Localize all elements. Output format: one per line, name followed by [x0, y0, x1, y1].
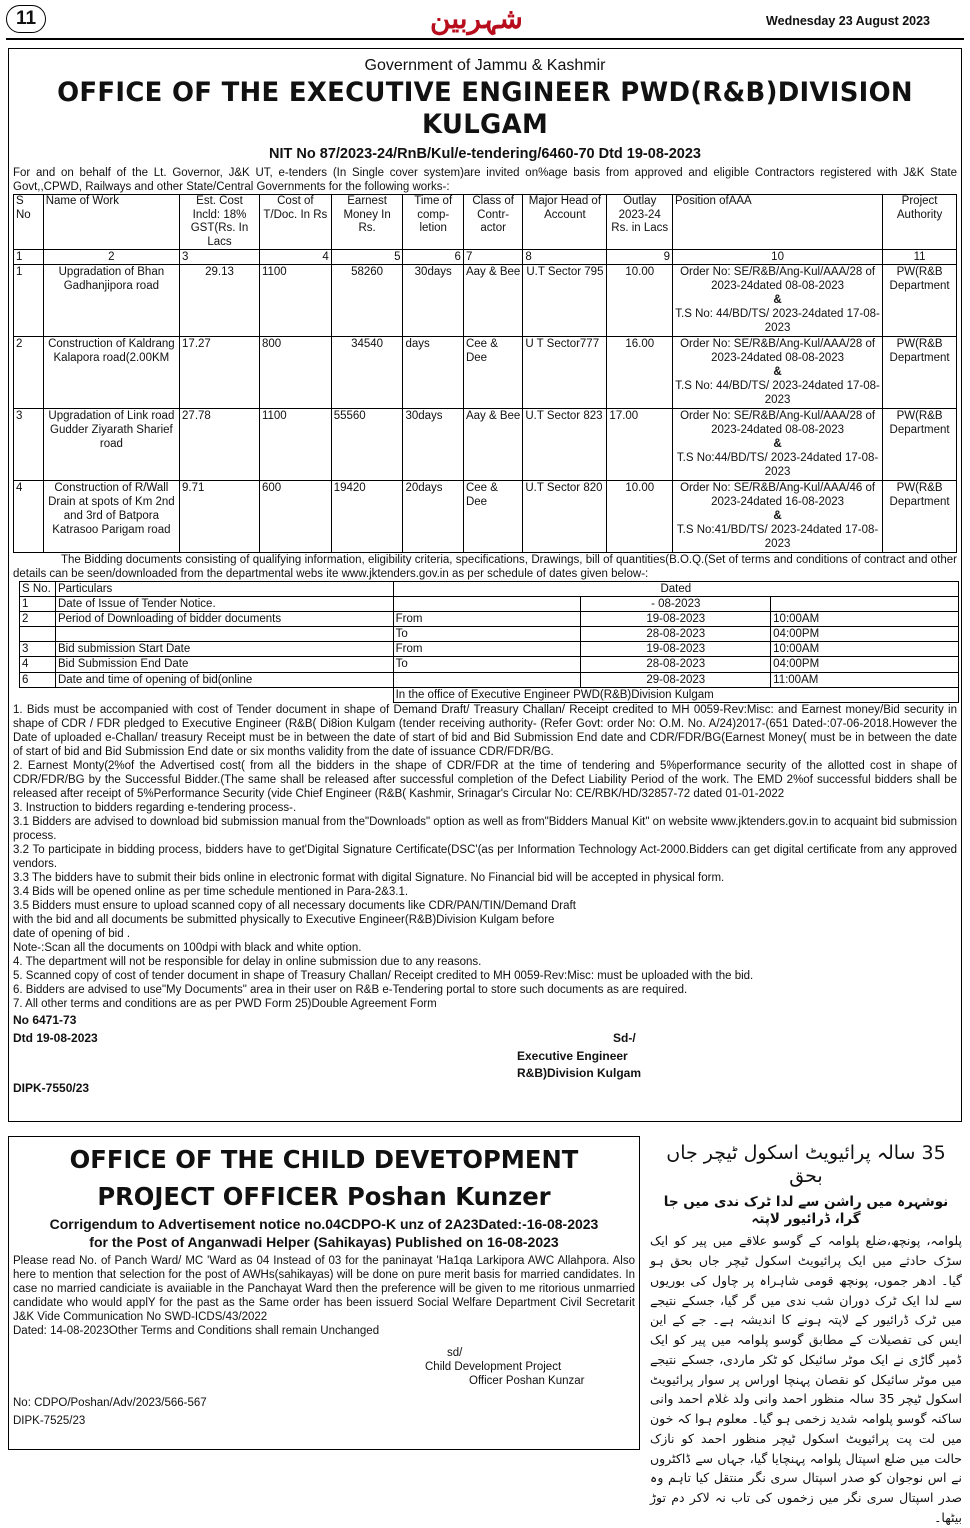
works-header-cell: Time of comp-letion — [403, 195, 463, 250]
condition-paragraph: date of opening of bid . — [13, 927, 131, 940]
newspaper-masthead: شہربین — [430, 2, 523, 35]
work-time: 30days — [403, 409, 463, 481]
work-time: 20days — [403, 481, 463, 553]
signature-block — [13, 1011, 957, 1097]
schedule-date: 28-08-2023 — [581, 657, 771, 672]
works-header-cell: Name of Work — [43, 195, 179, 250]
notice-number: No 6471-73 — [13, 1012, 77, 1027]
condition-paragraph: 6. Bidders are advised to use"My Documents" area in their user on R&B e-Tendering portal to store such documents as are required. — [13, 983, 688, 996]
work-class: Aay & Bee — [463, 409, 522, 481]
aaa-order: Order No: SE/R&B/Ang-Kul/AAA/28 of 2023-24dated 08-08-2023 — [680, 410, 876, 437]
work-tdoc: 1100 — [259, 409, 331, 481]
schedule-date: 29-08-2023 — [581, 672, 771, 687]
schedule-time: 10:00AM — [771, 642, 959, 657]
aaa-amp: & — [773, 438, 782, 451]
condition-paragraph: 3. Instruction to bidders regarding e-tendering process-. — [13, 801, 297, 814]
work-tdoc: 800 — [259, 337, 331, 409]
page-date: Wednesday 23 August 2023 — [766, 14, 930, 28]
work-head: U T Sector777 — [523, 337, 607, 409]
schedule-row — [20, 672, 959, 687]
cd-officer-title: PROJECT OFFICER Poshan Kunzer — [97, 1181, 551, 1211]
schedule-sno: 3 — [20, 642, 56, 657]
schedule-date: 19-08-2023 — [581, 642, 771, 657]
urdu-headline: 35 سالہ پرائیویٹ اسکول ٹیچر جاں بحق — [666, 1142, 946, 1188]
work-class: Aay & Bee — [463, 265, 522, 337]
cd-signatory-officer: Officer Poshan Kunzar — [469, 1374, 585, 1387]
work-earnest: 55560 — [331, 409, 403, 481]
work-cost: 17.27 — [180, 337, 260, 409]
column-number: 9 — [607, 250, 673, 265]
schedule-sno — [20, 627, 56, 642]
schedule-time: 10:00AM — [771, 612, 959, 627]
column-number: 5 — [331, 250, 403, 265]
cd-signature-sd: sd/ — [447, 1346, 463, 1359]
work-authority: PW(R&B Department — [883, 481, 957, 553]
corrigendum-body: Please read No. of Panch Ward/ MC 'Ward as 04 Instead of 03 for the paninayat 'Ha1qa Larkipora AWC Allahpora. Also here to mention that selection for the post of AWHs(sahikayas) will be done on pure merit basis for married candidates. In case no married candiciate is avaiiable in the Panchayat Ward then the preference will be given to me ritorious unmarried candidate who would applY for the past as the Same order has been issuerd Social Welfare Department Civil Secretarit J&K Vide Communication No SWD-ICDS/43/2022 — [13, 1254, 635, 1323]
column-number: 2 — [43, 250, 179, 265]
schedule-time — [771, 597, 959, 612]
schedule-time: 11:00AM — [771, 672, 959, 687]
column-number: 11 — [883, 250, 957, 265]
works-header-cell: Project Authority — [883, 195, 957, 250]
cd-signature-block — [13, 1338, 635, 1428]
work-head: U.T Sector 823 — [523, 409, 607, 481]
schedule-fromto: From — [393, 642, 581, 657]
work-authority: PW(R&B Department — [883, 337, 957, 409]
intro-text: For and on behalf of the Lt. Governor, J&K UT, e-tenders (In Single cover system)are invited on%age basis from approved and eligible Contractors registered with J&K State Govt,,CPWD, Railways and other State/Central Governments for the following works-: — [13, 167, 957, 194]
schedule-time: 04:00PM — [771, 657, 959, 672]
work-tdoc: 600 — [259, 481, 331, 553]
aaa-amp: & — [773, 294, 782, 307]
work-name: Construction of Kaldrang Kalapora road(2.00KM — [43, 337, 179, 409]
work-name: Upgradation of Bhan Gadhanjipora road — [43, 265, 179, 337]
work-earnest: 34540 — [331, 337, 403, 409]
header-rule — [6, 38, 964, 40]
works-row — [14, 409, 957, 481]
works-row — [14, 265, 957, 337]
work-authority: PW(R&B Department — [883, 265, 957, 337]
aaa-order: Order No: SE/R&B/Ang-Kul/AAA/28 of 2023-24dated 08-08-2023 — [680, 266, 876, 293]
schedule-row — [20, 612, 959, 627]
schedule-fromto — [393, 597, 581, 612]
work-sno: 3 — [14, 409, 44, 481]
works-header-row — [14, 195, 957, 250]
cd-signatory-title: Child Development Project — [425, 1360, 562, 1373]
signatory-division: R&B)Division Kulgam — [517, 1065, 642, 1080]
work-name: Construction of R/Wall Drain at spots of Km 2nd and 3rd of Batpora Katrasoo Parigam road — [43, 481, 179, 553]
schedule-footer: In the office of Executive Engineer PWD(R&B)Division Kulgam — [393, 687, 958, 702]
corrigendum-line: for the Post of Anganwadi Helper (Sahikayas) Published on 16-08-2023 — [89, 1233, 559, 1250]
condition-paragraph: Note-:Scan all the documents on 100dpi with black and white option. — [13, 941, 362, 954]
work-tdoc: 1100 — [259, 265, 331, 337]
work-outlay: 10.00 — [607, 481, 673, 553]
signature-sd: Sd-/ — [613, 1030, 636, 1045]
schedule-time: 04:00PM — [771, 627, 959, 642]
aaa-amp: & — [773, 366, 782, 379]
schedule-header-cell: S No. — [20, 582, 56, 597]
work-aaa — [673, 265, 883, 337]
schedule-header-cell: Particulars — [55, 582, 393, 597]
schedule-sno: 2 — [20, 612, 56, 627]
aaa-ts: T.S No:41/BD/TS/ 2023-24dated 17-08-2023 — [676, 524, 879, 551]
schedule-particular: Date of Issue of Tender Notice. — [55, 597, 393, 612]
works-header-cell: Cost of T/Doc. In Rs — [259, 195, 331, 250]
bidding-documents-text: The Bidding documents consisting of qualifying information, eligibility criteria, specifications, Drawings, bill of quantities(B.O.Q.(Set of terms and conditions of contract and other details can be seen/downloaded from the departmental webs ite www.jktenders.gov.in as per schedule of dates given below-: — [13, 554, 957, 581]
column-number: 10 — [673, 250, 883, 265]
work-time: days — [403, 337, 463, 409]
condition-paragraph: 3.1 Bidders are advised to download bid submission manual from the"Downloads" option as well as from"Bidders Manual Kit" on website www.jktenders.gov.in to acquaint bid submission process. — [13, 815, 957, 842]
works-header-cell: Position ofAAA — [673, 195, 883, 250]
works-header-cell: Est. Cost Incld: 18% GST(Rs. In Lacs — [180, 195, 260, 250]
schedule-particular — [55, 627, 393, 642]
column-number: 3 — [180, 250, 260, 265]
work-earnest: 58260 — [331, 265, 403, 337]
column-number: 6 — [403, 250, 463, 265]
schedule-fromto: To — [393, 627, 581, 642]
schedule-row — [20, 627, 959, 642]
work-earnest: 19420 — [331, 481, 403, 553]
work-outlay: 10.00 — [607, 265, 673, 337]
schedule-date: 19-08-2023 — [581, 612, 771, 627]
urdu-body: پلوامہ، پونچھ،ضلع پلوامہ کے گوسو علاقے میں پیر کو ایک سڑک حادثے میں ایک پرائیویٹ اسکول ٹیچر جاں بحق ہو گیا۔ ادھر جموں، پونچھ قومی شاہراہ پر چاول کی بوریوں سے لدا ایک ٹرک دوران شب ندی میں گر گیا، جسکے نتیجے میں ٹرک ڈرائیور کے لاپتہ ہونے کا اندیشہ ہے۔ جے کے این ایس کی تفصیلات کے مطابق گوسو پلوامہ میں پیر کو ایک ڈمپر گاڑی نے ایک موٹر سائیکل کو ٹکر ماردی، جسکے نتیجے میں موٹر سائیکل کو نقصان پہنچا اوراس پر سوار پرائیویٹ اسکول ٹیچر 35 سالہ منظور احمد وانی ولد غلام احمد وانی ساکنہ گوسو پلوامہ شدید زخمی ہو گیا۔ معلوم ہوا کہ خون میں لت پت پرائیویٹ اسکول ٹیچر منظور احمد کو نازک حالت میں ضلع اسپتال پلوامہ پہنچایا گیا، جہاں سے ڈاکٹروں نے اس نوجوان کو صدر اسپتال سری نگر منتقل کیا تاہم وہ صدر اسپتال سری نگر میں زخموں کی تاب نہ لاکر دم توڑ بیٹھا۔ — [650, 1233, 962, 1525]
cd-office-title: OFFICE OF THE CHILD DEVETOPMENT — [69, 1145, 579, 1174]
schedule-particular: Period of Downloading of bidder documents — [55, 612, 393, 627]
schedule-sno: 4 — [20, 657, 56, 672]
schedule-row — [20, 597, 959, 612]
work-name: Upgradation of Link road Gudder Ziyarath Sharief road — [43, 409, 179, 481]
work-outlay: 16.00 — [607, 337, 673, 409]
corrigendum-title — [13, 1216, 635, 1252]
nit-number: NIT No 87/2023-24/RnB/Kul/e-tendering/6460-70 Dtd 19-08-2023 — [269, 146, 701, 163]
condition-paragraph: 3.2 To participate in bidding process, bidders have to get'Digital Signature Certificate(DSC'(as per Information Technology Act-2000.Bidders can get digital certificate from any approved vendors. — [13, 843, 957, 870]
pwd-tender-notice — [8, 48, 962, 1122]
works-table — [13, 194, 957, 553]
aaa-order: Order No: SE/R&B/Ang-Kul/AAA/46 of 2023-24dated 16-08-2023 — [680, 482, 876, 509]
work-aaa — [673, 481, 883, 553]
work-aaa — [673, 409, 883, 481]
schedule-fromto: To — [393, 657, 581, 672]
aaa-ts: T.S No: 44/BD/TS/ 2023-24dated 17-08-2023 — [675, 308, 880, 335]
schedule-footer-row — [20, 687, 959, 702]
work-sno: 1 — [14, 265, 44, 337]
urdu-subheadline: نوشہرہ میں راشن سے لدا ٹرک ندی میں جا گرا، ڈرائیور لاپتہ — [663, 1194, 949, 1227]
schedule-date: 28-08-2023 — [581, 627, 771, 642]
dipk-number: DIPK-7550/23 — [13, 1080, 90, 1095]
cd-dipk-number: DIPK-7525/23 — [13, 1414, 86, 1427]
work-outlay: 17.00 — [607, 409, 673, 481]
signatory-title: Executive Engineer — [517, 1048, 628, 1063]
schedule-particular: Date and time of opening of bid(online — [55, 672, 393, 687]
work-aaa — [673, 337, 883, 409]
work-head: U.T Sector 795 — [523, 265, 607, 337]
schedule-row — [20, 657, 959, 672]
work-cost: 9.71 — [180, 481, 260, 553]
column-number-row — [14, 250, 957, 265]
aaa-ts: T.S No: 44/BD/TS/ 2023-24dated 17-08-2023 — [675, 380, 880, 407]
conditions — [13, 703, 957, 1011]
child-development-notice — [8, 1136, 640, 1450]
work-time: 30days — [403, 265, 463, 337]
column-number: 4 — [259, 250, 331, 265]
schedule-particular: Bid Submission End Date — [55, 657, 393, 672]
condition-paragraph: 2. Earnest Monty(2%of the Advertised cost( from all the bidders in the shape of CDR/FDR at the time of tendering and 5%performance security of the allotted cost in shape of CDR/FDR/BG by the Successful Bidder.(The same shall be released after successful completion of the Defect Liability Period of the work. The EMD 2%of successful bidders shall be released after receipt of 5%Performance Security (vide Chief Engineer (R&B( Kashmir, Srinagar's Circular No: CE/RBK/HD/32857-72 dated 01-01-2022 — [13, 759, 957, 800]
column-number: 8 — [523, 250, 607, 265]
works-row — [14, 481, 957, 553]
schedule-fromto: From — [393, 612, 581, 627]
condition-paragraph: with the bid and all documents be submitted physically to Executive Engineer(R&B)Division Kulgam before — [13, 913, 555, 926]
schedule-date: - 08-2023 — [581, 597, 771, 612]
condition-paragraph: 5. Scanned copy of cost of tender document in shape of Treasury Challan/ Receipt credited to MH 0059-Rev:Misc: must be uploaded with the bid. — [13, 969, 754, 982]
works-header-cell: Earnest Money In Rs. — [331, 195, 403, 250]
aaa-ts: T.S No:44/BD/TS/ 2023-24dated 17-08-2023 — [676, 452, 879, 479]
condition-paragraph: 3.5 Bidders must ensure to upload scanned copy of all necessary documents like CDR/PAN/TIN/Demand Draft — [13, 899, 576, 912]
schedule-row — [20, 642, 959, 657]
notice-date: Dtd 19-08-2023 — [13, 1030, 98, 1045]
aaa-amp: & — [773, 510, 782, 523]
schedule-fromto — [393, 672, 581, 687]
condition-paragraph: 3.3 The bidders have to submit their bids online in electronic format with digital Signature. No Financial bid will be accepted in physical form. — [13, 871, 725, 884]
corrigendum-dated: Dated: 14-08-2023Other Terms and Conditions shall remain Unchanged — [13, 1324, 380, 1337]
schedule-particular: Bid submission Start Date — [55, 642, 393, 657]
work-class: Cee & Dee — [463, 337, 522, 409]
work-authority: PW(R&B Department — [883, 409, 957, 481]
work-sno: 4 — [14, 481, 44, 553]
works-row — [14, 337, 957, 409]
work-sno: 2 — [14, 337, 44, 409]
condition-paragraph: 1. Bids must be accompanied with cost of Tender document in shape of Demand Draft/ Treasury Challan/ Receipt credited to MH 0059-Rev:Misc: and Earnest money/Bid security in shape of CDR / FDR pledged to Executive Engineer (R&B( Di8ion Kulgam (tender receiving authority- (Refer Govt: order No: O.M. No. A/24)2017-(651 Dated-:07-06-2018.However the Date of uploaded e-Challan/ treasury Receipt must be in between the date of start of bid and Bid Submission End date and CDR/FDR/BG(Earnest Money( must be in between the date of start of bid and Bid Submission End date or six months validity from the date of issuance CDR/FDR/BG. — [13, 703, 957, 758]
works-header-cell: Class of Contr-actor — [463, 195, 522, 250]
cd-notice-number: No: CDPO/Poshan/Adv/2023/566-567 — [13, 1396, 207, 1409]
works-header-cell: S No — [14, 195, 44, 250]
office-title: OFFICE OF THE EXECUTIVE ENGINEER PWD(R&B)DIVISION KULGAM — [57, 76, 913, 141]
works-header-cell: Outlay 2023-24 Rs. in Lacs — [607, 195, 673, 250]
condition-paragraph: 3.4 Bids will be opened online as per time schedule mentioned in Para-2&3.1. — [13, 885, 409, 898]
schedule-header-row — [20, 582, 959, 597]
schedule-sno: 6 — [20, 672, 56, 687]
column-number: 1 — [14, 250, 44, 265]
schedule-sno: 1 — [20, 597, 56, 612]
condition-paragraph: 7. All other terms and conditions are as per PWD Form 25)Double Agreement Form — [13, 997, 437, 1010]
work-class: Cee & Dee — [463, 481, 522, 553]
corrigendum-line: Corrigendum to Advertisement notice no.04CDPO-K unz of 2A23Dated:-16-08-2023 — [49, 1216, 599, 1232]
schedule-table — [19, 581, 959, 702]
page-number: 11 — [6, 5, 46, 33]
government-line: Government of Jammu & Kashmir — [364, 57, 606, 74]
aaa-order: Order No: SE/R&B/Ang-Kul/AAA/28 of 2023-24dated 08-08-2023 — [680, 338, 876, 365]
work-cost: 27.78 — [180, 409, 260, 481]
works-header-cell: Major Head of Account — [523, 195, 607, 250]
work-cost: 29.13 — [180, 265, 260, 337]
column-number: 7 — [463, 250, 522, 265]
schedule-header-cell: Dated — [393, 582, 958, 597]
condition-paragraph: 4. The department will not be responsible for delay in online submission due to any reasons. — [13, 955, 482, 968]
work-head: U.T Sector 820 — [523, 481, 607, 553]
urdu-news-article — [650, 1142, 962, 1528]
